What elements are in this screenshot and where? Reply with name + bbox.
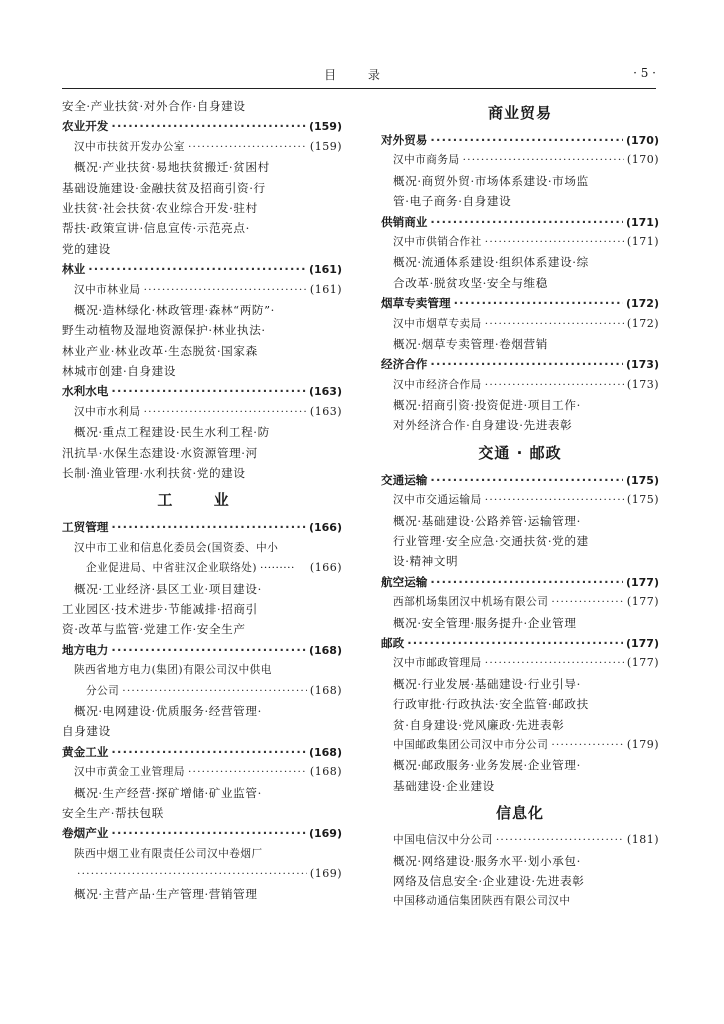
page-ref: (161) — [308, 263, 342, 277]
dot-leader — [407, 633, 623, 653]
dot-leader — [430, 354, 623, 374]
toc-organization[interactable] — [381, 150, 659, 170]
dot-leader — [496, 830, 624, 850]
entry-label: 汉中市烟草专卖局 — [393, 317, 482, 330]
toc-description — [62, 619, 342, 639]
entry-label: 行政审批·行政执法·安全监管·邮政扶 — [393, 697, 589, 712]
entry-label: 西部机场集团汉中机场有限公司 — [393, 596, 549, 609]
entry-label: 概况·电网建设·优质服务·经营管理· — [74, 703, 262, 718]
toc-category[interactable] — [381, 633, 659, 653]
entry-label: 汉中市交通运输局 — [393, 494, 482, 507]
page-ref: (170) — [626, 153, 659, 167]
page-ref: (169) — [308, 827, 342, 841]
dot-leader — [111, 381, 306, 401]
page-ref: (171) — [625, 215, 659, 229]
toc-category[interactable] — [381, 293, 659, 313]
entry-label: 概况·重点工程建设·民生水利工程·防 — [74, 425, 270, 440]
toc-organization[interactable] — [62, 137, 342, 157]
page-ref: (159) — [308, 120, 342, 134]
entry-label: 黄金工业 — [62, 744, 109, 759]
dot-leader — [454, 293, 623, 313]
entry-label: 业扶贫·社会扶贫·农业综合开发·驻村 — [62, 200, 258, 215]
toc-description — [381, 191, 659, 211]
entry-label: 农业开发 — [62, 119, 109, 134]
section-heading: 信息化 — [495, 804, 544, 823]
toc-category[interactable] — [62, 742, 342, 762]
entry-label: 汉中市扶贫开发办公室 — [74, 140, 185, 153]
entry-label: 概况·基础建设·公路养管·运输管理· — [393, 513, 581, 528]
toc-description — [62, 884, 342, 904]
entry-label: 行业管理·安全应急·交通扶贫·党的建 — [393, 534, 589, 549]
entry-label: 汉中市经济合作局 — [393, 378, 482, 391]
entry-label: 陕西中烟工业有限责任公司汉中卷烟厂 — [74, 847, 263, 860]
entry-label: 汉中市黄金工业管理局 — [74, 766, 185, 779]
entry-label: 党的建设 — [62, 241, 111, 256]
toc-description — [62, 320, 342, 340]
entry-label: 汉中市邮政管理局 — [393, 657, 482, 670]
entry-label: 林业 — [62, 262, 86, 277]
entry-label: 基础设施建设·金融扶贫及招商引资·行 — [62, 180, 266, 195]
toc-description — [62, 721, 342, 741]
entry-label: 供销商业 — [381, 214, 428, 229]
entry-label: 汉中市水利局 — [74, 405, 141, 418]
dot-leader — [551, 735, 624, 755]
toc-description — [381, 171, 659, 191]
dot-leader — [485, 653, 624, 673]
page-ref: (168) — [308, 745, 342, 759]
toc-category[interactable] — [381, 470, 659, 490]
toc-description — [381, 252, 659, 272]
entry-label: 概况·产业扶贫·易地扶贫搬迁·贫困村 — [74, 160, 270, 175]
toc-organization — [62, 844, 342, 864]
toc-category[interactable] — [62, 640, 342, 660]
entry-label: 工业园区·技术进步·节能减排·招商引 — [62, 601, 258, 616]
toc-description — [381, 395, 659, 415]
entry-label: 概况·工业经济·县区工业·项目建设· — [74, 581, 262, 596]
entry-label: 野生动植物及湿地资源保护·林业执法· — [62, 323, 266, 338]
entry-label: 烟草专卖管理 — [381, 296, 451, 311]
page-ref: (181) — [626, 833, 659, 847]
dot-leader — [88, 259, 306, 279]
entry-label: 中国电信汉中分公司 — [393, 834, 493, 847]
toc-description — [62, 599, 342, 619]
toc-description — [62, 701, 342, 721]
dot-leader — [111, 742, 306, 762]
entry-label: 分公司 — [86, 684, 120, 697]
entry-label: 贫·自身建设·党风廉政·先进表彰 — [393, 717, 565, 732]
toc-description — [62, 239, 342, 259]
entry-label: 卷烟产业 — [62, 826, 109, 841]
toc-description — [62, 579, 342, 599]
toc-description — [62, 803, 342, 823]
section-heading: 交通 · 邮政 — [478, 443, 562, 462]
entry-label: 交通运输 — [381, 472, 428, 487]
toc-organization — [62, 660, 342, 680]
toc-description — [62, 178, 342, 198]
entry-label: 汉中市供销合作社 — [393, 235, 482, 248]
entry-label: 林业产业·林业改革·生态脱贫·国家森 — [62, 343, 258, 358]
entry-label: 经济合作 — [381, 357, 428, 372]
entry-label: 自身建设 — [62, 724, 111, 739]
toc-description — [62, 463, 342, 483]
page-ref: (168) — [308, 643, 342, 657]
toc-description — [381, 776, 659, 796]
entry-label: 基础建设·企业建设 — [393, 778, 495, 793]
toc-organization — [381, 891, 659, 911]
entry-label: 帮扶·政策宣讲·信息宣传·示范亮点· — [62, 221, 250, 236]
toc-description — [62, 443, 342, 463]
page-ref: (171) — [626, 234, 659, 248]
entry-label: 汉中市工业和信息化委员会(国资委、中小 — [74, 541, 279, 554]
entry-label: 航空运输 — [381, 574, 428, 589]
toc-description — [381, 613, 659, 633]
toc-description — [381, 273, 659, 293]
page-ref: (170) — [625, 134, 659, 147]
entry-label: 工贸管理 — [62, 520, 109, 535]
dot-leader — [485, 232, 624, 252]
dot-leader — [111, 116, 306, 136]
toc-description — [62, 218, 342, 238]
toc-category[interactable] — [62, 116, 342, 136]
entry-label: 邮政 — [381, 635, 405, 650]
dot-leader — [188, 137, 307, 157]
toc-organization[interactable] — [62, 558, 342, 578]
entry-label: 中国邮政集团公司汉中市分公司 — [393, 738, 549, 751]
toc-description — [62, 300, 342, 320]
page-ref: (166) — [309, 561, 342, 575]
toc-organization[interactable] — [62, 864, 342, 884]
entry-label: 概况·行业发展·基础建设·行业引导· — [393, 676, 581, 691]
entry-label: 概况·生产经营·探矿增储·矿业监管· — [74, 785, 262, 800]
entry-label: 对外贸易 — [381, 133, 428, 147]
entry-label: 管·电子商务·自身建设 — [393, 194, 512, 209]
toc-right-column — [381, 96, 659, 912]
page-ref: (177) — [626, 656, 659, 670]
page-ref: (163) — [309, 404, 342, 418]
toc-description — [381, 531, 659, 551]
toc-organization — [62, 538, 342, 558]
page-ref: (175) — [626, 493, 659, 507]
page-ref: (163) — [308, 385, 342, 399]
page-ref: (168) — [309, 765, 342, 779]
page-ref: (161) — [309, 282, 342, 296]
dot-leader — [77, 864, 307, 884]
entry-label: 安全·产业扶贫·对外合作·自身建设 — [62, 99, 246, 113]
dot-leader — [485, 490, 624, 510]
dot-leader — [430, 212, 623, 232]
toc-organization[interactable] — [381, 653, 659, 673]
entry-label: 长制·渔业管理·水利扶贫·党的建设 — [62, 466, 246, 481]
entry-label: 概况·招商引资·投资促进·项目工作· — [393, 398, 581, 413]
entry-label: 概况·烟草专卖管理·卷烟营销 — [393, 336, 548, 351]
section-heading: 工 业 — [157, 491, 247, 510]
toc-description — [381, 755, 659, 775]
entry-label: 设·精神文明 — [393, 554, 459, 569]
dot-leader — [430, 470, 623, 490]
toc-description — [381, 871, 659, 891]
toc-organization[interactable] — [62, 762, 342, 782]
entry-label: 水利水电 — [62, 384, 109, 399]
entry-label: 林城市创建·自身建设 — [62, 364, 177, 379]
page-number: · 5 · — [633, 66, 656, 80]
page-ref: (166) — [308, 521, 342, 535]
entry-label: 概况·网络建设·服务水平·划小承包· — [393, 853, 581, 868]
toc-category[interactable] — [62, 823, 342, 843]
toc-description — [381, 551, 659, 571]
dot-leader — [485, 314, 624, 334]
page-header — [62, 66, 656, 89]
dot-leader — [111, 640, 306, 660]
toc-organization[interactable] — [381, 375, 659, 395]
toc-left-column — [62, 96, 342, 905]
toc-description — [381, 851, 659, 871]
entry-label: 概况·造林绿化·林政管理·森林“两防”· — [74, 302, 275, 317]
page-ref: (172) — [626, 316, 659, 330]
dot-leader — [430, 572, 623, 592]
page-ref: (179) — [626, 737, 659, 751]
toc-description — [381, 674, 659, 694]
page-ref: (173) — [626, 377, 659, 391]
entry-label: 资·改革与监管·党建工作·安全生产 — [62, 622, 246, 637]
toc-description — [62, 422, 342, 442]
entry-label: 地方电力 — [62, 642, 109, 657]
toc-category[interactable] — [381, 354, 659, 374]
toc-description — [62, 157, 342, 177]
toc-description — [381, 694, 659, 714]
dot-leader — [144, 280, 307, 300]
toc-organization[interactable] — [381, 735, 659, 755]
toc-organization[interactable] — [381, 592, 659, 612]
page-ref: (175) — [625, 473, 659, 487]
page-ref: (159) — [309, 139, 342, 153]
dot-leader — [430, 130, 623, 150]
dot-leader — [111, 517, 306, 537]
toc-description — [381, 334, 659, 354]
header-title: 目 录 — [324, 68, 394, 82]
page-ref: (177) — [625, 575, 659, 589]
toc-category[interactable] — [381, 212, 659, 232]
entry-label: 中国移动通信集团陕西有限公司汉中 — [393, 895, 571, 908]
entry-label: 陕西省地方电力(集团)有限公司汉中供电 — [74, 664, 272, 677]
entry-label: 概况·安全管理·服务提升·企业管理 — [393, 615, 577, 630]
toc-description — [381, 511, 659, 531]
page-ref: (177) — [625, 636, 659, 650]
toc-description — [62, 341, 342, 361]
toc-category[interactable] — [62, 259, 342, 279]
toc-organization[interactable] — [62, 402, 342, 422]
toc-organization[interactable] — [381, 490, 659, 510]
toc-category[interactable] — [381, 130, 659, 150]
toc-description — [62, 198, 342, 218]
dot-leader — [144, 402, 307, 422]
dot-leader — [485, 375, 624, 395]
page-ref: (168) — [309, 683, 342, 697]
toc-organization[interactable] — [62, 280, 342, 300]
toc-organization[interactable] — [381, 232, 659, 252]
page-ref: (177) — [626, 595, 659, 609]
entry-label: 概况·主营产品·生产管理·营销管理 — [74, 887, 258, 902]
entry-label: 汛抗旱·水保生态建设·水资源管理·河 — [62, 445, 258, 460]
entry-label: 网络及信息安全·企业建设·先进表彰 — [393, 873, 585, 888]
entry-label: 汉中市林业局 — [74, 283, 141, 296]
toc-description — [381, 715, 659, 735]
toc-organization[interactable] — [62, 681, 342, 701]
page-ref: (172) — [625, 297, 659, 311]
page-ref: (173) — [625, 358, 659, 372]
entry-label: 概况·邮政服务·业务发展·企业管理· — [393, 758, 581, 773]
entry-label: 企业促进局、中省驻汉企业联络处) — [86, 562, 258, 575]
toc-organization[interactable] — [381, 314, 659, 334]
entry-label: 合改革·脱贫攻坚·安全与维稳 — [393, 275, 548, 290]
entry-label: 安全生产·帮扶包联 — [62, 805, 164, 820]
toc-description — [62, 96, 342, 116]
dot-leader — [463, 150, 624, 170]
entry-label: 对外经济合作·自身建设·先进表彰 — [393, 418, 573, 433]
page-ref: (169) — [309, 867, 342, 881]
dot-leader — [111, 823, 306, 843]
toc-category[interactable] — [62, 517, 342, 537]
dot-leader — [188, 762, 307, 782]
entry-label: 汉中市商务局 — [393, 154, 460, 167]
toc-category[interactable] — [62, 381, 342, 401]
toc-category[interactable] — [381, 572, 659, 592]
toc-description — [62, 361, 342, 381]
section-heading: 商业贸易 — [487, 104, 552, 122]
entry-label: 概况·流通体系建设·组织体系建设·综 — [393, 255, 589, 270]
dot-leader — [122, 681, 307, 701]
dot-leader: ········· — [260, 562, 295, 575]
toc-description — [381, 415, 659, 435]
toc-organization[interactable] — [381, 830, 659, 850]
entry-label: 概况·商贸外贸·市场体系建设·市场监 — [393, 173, 589, 188]
toc-description — [62, 783, 342, 803]
dot-leader — [551, 592, 624, 612]
